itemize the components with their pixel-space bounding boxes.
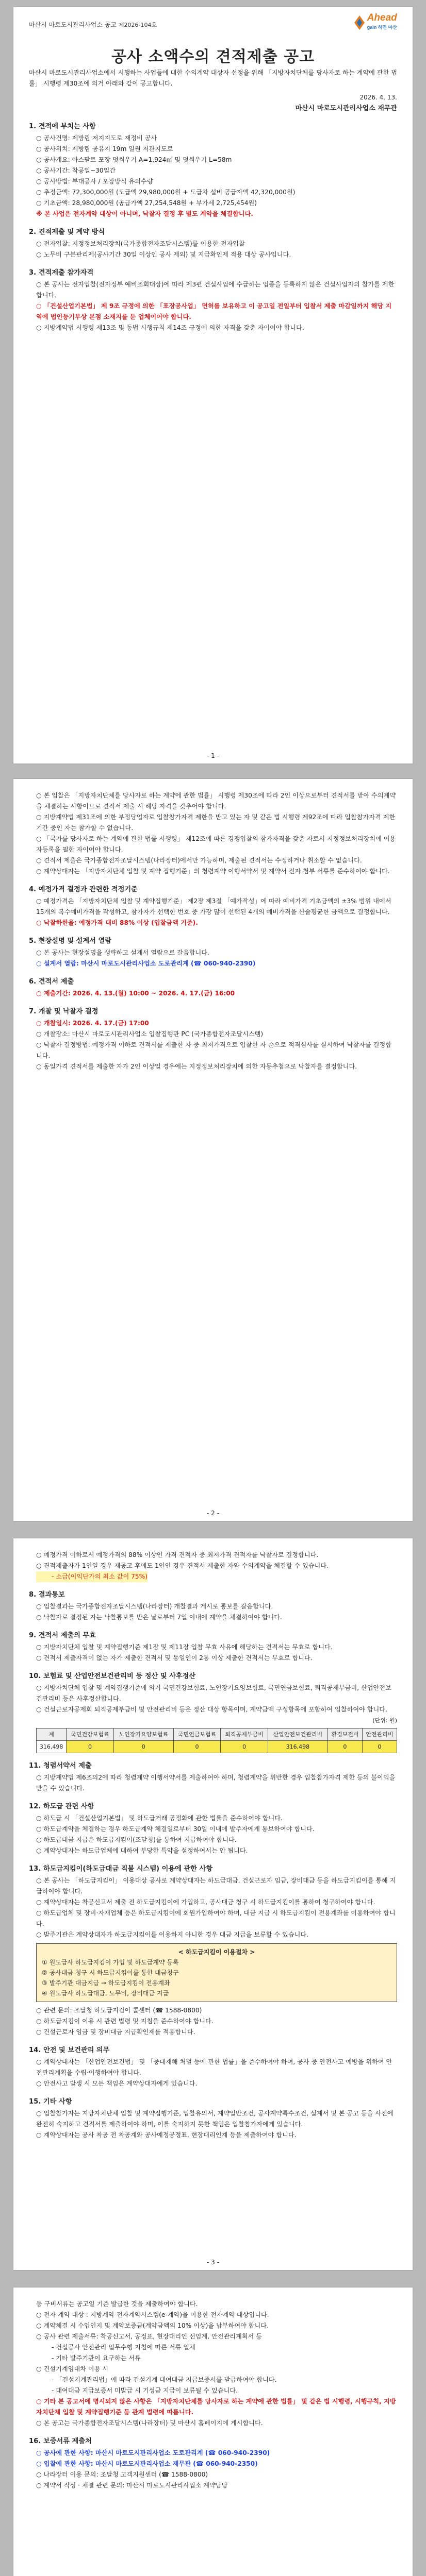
list-item: - 「건설기계관리법」에 따라 건설기계 대여대금 지급보증서를 발급하여야 합니다. xyxy=(52,2376,277,2383)
table-cell: 0 xyxy=(173,1741,221,1753)
document-page-2 xyxy=(13,779,413,1521)
section-title: 3. 견적제출 참가자격 xyxy=(29,269,94,277)
list-item: ○ 공사 관련 제출서류: 착공신고서, 공정표, 현장대리인 선임계, 안전관리계획서 등 xyxy=(36,2333,262,2340)
list-item: ○ 하도급계약을 체결하는 경우 하도급계약 체결일로부터 30일 이내에 발주자에게 통보하여야 합니다. xyxy=(36,1825,315,1833)
procedure-step: ④ 원도급사 하도급대금, 노무비, 장비대금 지급 xyxy=(42,1990,169,1997)
list-item: ○ 입찰참가자는 지방자치단체 입찰 및 계약집행기준, 입찰유의서, 계약일반조건, 공사계약특수조건, 설계서 및 본 공고 등을 사전에 완전히 숙지하고 견적서를 제출하여야 하며, 이를 숙지하지 못한 책임은 입찰참가자에게 있습니다. xyxy=(36,2110,394,2128)
procedure-step: ① 원도급사 하도급지킴이 가입 및 하도급계약 등록 xyxy=(42,1959,179,1966)
list-item: ○ 낙찰하한율: 예정가격 대비 88% 이상 (입찰금액 기준). xyxy=(36,919,198,926)
list-item: ○ 지방계약법 제31조에 의한 부정당업자로 입찰참가자격 제한을 받고 있는 자 및 같은 법 시행령 제92조에 따라 입찰참가자격 제한 기간 중인 자는 참가할 수 없습니다. xyxy=(36,814,396,832)
document-page-3 xyxy=(13,1538,413,2270)
logo-mark-icon xyxy=(354,15,365,30)
table-unit: (단위: 원) xyxy=(372,1717,397,1724)
list-item: ○ 「국가를 당사자로 하는 계약에 관한 법률 시행령」 제12조에 따른 경쟁입찰의 참가자격을 갖춘 자로서 지정정보처리장치에 이용자등록을 필한 자이어야 합니다. xyxy=(36,835,396,853)
table-cell: 0 xyxy=(327,1741,362,1753)
list-item: ○ 본 공사는 「하도급지킴이」 이용대상 공사로 계약상대자는 하도급대금, 건설근로자 임금, 장비대금 등을 하도급지킴이를 통해 지급하여야 합니다. xyxy=(36,1877,396,1895)
list-item: ○ 낙찰자 결정방법: 예정가격 이하로 견적서를 제출한 자 중 최저가격으로 입찰한 자 순으로 적격심사를 실시하여 낙찰자를 결정합니다. xyxy=(36,1041,391,1059)
list-item: ○ 공사에 관한 사항: 마산시 마로도시관리사업소 도로관리계 (☎ 060-940-2390) xyxy=(36,2449,270,2456)
section-title: 7. 개찰 및 낙찰자 결정 xyxy=(29,1008,99,1015)
table-header: 안전관리비 xyxy=(362,1728,397,1741)
procedure-box xyxy=(36,1943,397,2002)
notice-date: 2026. 4. 13. xyxy=(359,94,397,101)
procedure-step: ② 공사대금 청구 시 하도급지킴이를 통한 대금청구 xyxy=(42,1969,179,1976)
section-title: 11. 청렴서약서 제출 xyxy=(29,1762,92,1770)
list-item: ○ 개찰장소: 마산시 마로도시관리사업소 입찰집행관 PC (국가종합전자조달시스템) xyxy=(36,1030,264,1038)
list-item: ○ 하도급대금 지급은 하도급지킴이(조달청)를 통하여 지급하여야 합니다. xyxy=(36,1836,237,1843)
table-header-row xyxy=(37,1728,397,1741)
table-header: 산업안전보건관리비 xyxy=(268,1728,327,1741)
section-title: 6. 견적서 제출 xyxy=(29,978,74,986)
table-cell: 0 xyxy=(362,1741,397,1753)
list-item: ○ 제출기간: 2026. 4. 13.(월) 10:00 ~ 2026. 4. 17.(금) 16:00 xyxy=(36,990,235,997)
list-item: ○ 입찰결과는 국가종합전자조달시스템(나라장터) 개찰결과 게시로 통보를 갈음합니다. xyxy=(36,1603,273,1610)
list-item: ○ 입찰에 관한 사항: 마산시 마로도시관리사업소 재무관 (☎ 060-940-2350) xyxy=(36,2460,258,2467)
section-1-items xyxy=(29,133,397,219)
issuing-official: 마산시 마로도시관리사업소 재무관 xyxy=(295,105,397,112)
table-header: 노인장기요양보험료 xyxy=(113,1728,173,1741)
table-cell: 0 xyxy=(67,1741,114,1753)
list-item: ○ 낙찰자로 결정된 자는 낙찰통보를 받은 날로부터 7일 이내에 계약을 체결하여야 합니다. xyxy=(36,1614,282,1621)
list-item: ○ 계약상대자는 착공신고서 제출 전 하도급지킴이에 가입하고, 공사대금 청구 시 하도급지킴이를 통하여 청구하여야 합니다. xyxy=(36,1899,375,1906)
table-cell: 0 xyxy=(113,1741,173,1753)
list-item: ○ 공사건명: 제방림 저지지도로 재정비 공사 xyxy=(36,134,157,142)
list-item: ○ 공사기간: 착공일~30일간 xyxy=(36,167,116,174)
list-item: ○ 「건설산업기본법」 제 9조 규정에 의한 「포장공사업」 면허를 보유하고 이 공고일 전일부터 입찰서 제출 마감일까지 해당 지역에 법인등기부상 본점 소재지를 둔 업체이어야 합니다. xyxy=(36,302,392,320)
list-item: ○ 지방자치단체 입찰 및 계약집행기준에 의거 국민건강보험료, 노인장기요양보험료, 국민연금보험료, 퇴직공제부금비, 산업안전보건관리비 등은 사후정산합니다. xyxy=(36,1684,391,1702)
section-title: 1. 견적에 부치는 사항 xyxy=(29,123,96,130)
list-item: ○ 건설근로자 임금 및 장비대금 지급확인제를 적용합니다. xyxy=(36,2028,195,2036)
list-item: ○ 계약서 작성 · 체결 관련 문의: 마산시 마로도시관리사업소 계약담당 xyxy=(36,2482,228,2489)
section-title: 9. 견적서 제출의 무효 xyxy=(29,1632,96,1639)
list-item: ○ 지방계약법 시행령 제13조 및 동법 시행규칙 제14조 규정에 의한 자격을 갖춘 자이어야 합니다. xyxy=(36,324,304,331)
section-title: 10. 보험료 및 산업안전보건관리비 등 정산 및 사후정산 xyxy=(29,1672,196,1680)
list-item: ○ 지방자치단체 입찰 및 계약집행기준 제1장 및 제11장 입찰 무효 사유에 해당하는 견적서는 무효로 합니다. xyxy=(36,1643,333,1651)
procedure-step: ③ 발주기관 대금지급 → 하도급지킴이 전용계좌 xyxy=(42,1979,170,1987)
table-header: 환경보전비 xyxy=(327,1728,362,1741)
list-item: - 기타 발주기관이 요구하는 서류 xyxy=(52,2354,141,2362)
list-item: ○ 지방계약법 제6조의2에 따라 청렴계약 이행서약서를 제출하여야 하며, 청렴계약을 위반한 경우 입찰참가자격 제한 등의 불이익을 받을 수 있습니다. xyxy=(36,1774,396,1792)
list-item: ○ 계약상대자는 하도급업체에 대하여 부당한 특약을 설정하여서는 안 됩니다. xyxy=(36,1847,248,1854)
intro-paragraph: 마산시 마로도시관리사업소에서 시행하는 사업들에 대한 수의계약 대상자 선정을 위해 「지방자치단체를 당사자로 하는 계약에 관한 법률」 시행령 제30조에 의거 아래와 같이 공고합니다. xyxy=(29,69,397,87)
list-item: ○ 공사개요: 아스팔트 포장 덧씌우기 A=1,924㎡ 및 덧씌우기 L=58m xyxy=(36,156,232,163)
section-title: 15. 기타 사항 xyxy=(29,2098,72,2106)
section-title: 13. 하도급지킴이(하도급대금 직불 시스템) 이용에 관한 사항 xyxy=(29,1865,212,1873)
list-item: ○ 발주기관은 계약상대자가 하도급지킴이를 이용하지 아니한 경우 대금 지급을 보류할 수 있습니다. xyxy=(36,1931,309,1938)
table-cell: 316,498 xyxy=(37,1741,67,1753)
highlight-note: - 소급(이익단가의 최소 값이 75%) xyxy=(36,1571,148,1582)
list-item: ○ 계약상대자는 「지방자치단체 입찰 및 계약 집행기준」의 청렴계약 이행서약서 및 계약서 전자 첨부 서류를 준수하여야 합니다. xyxy=(36,868,390,875)
list-item: ○ 나라장터 이용 문의: 조달청 고객지원센터 (☎ 1588-0800) xyxy=(36,2471,208,2478)
section-title: 12. 하도급 관련 사항 xyxy=(29,1803,94,1810)
list-item: ○ 전자입찰: 지정정보처리장치(국가종합전자조달시스템)를 이용한 전자입찰 xyxy=(36,240,245,247)
list-item: - 대여대금 지급보증서 미발급 시 기성금 지급이 보류될 수 있습니다. xyxy=(52,2387,238,2394)
list-item: ○ 본 입찰은 「지방자치단체를 당사자로 하는 계약에 관한 법률」 시행령 제30조에 따라 2인 이상으로부터 견적서를 받아 수의계약을 체결하는 사항이므로 견적서 제출 시 해당 자격을 갖추어야 합니다. xyxy=(36,792,396,810)
list-item: ○ 본 공고는 국가종합전자조달시스템(나라장터) 및 마산시 홈페이지에 게시합니다. xyxy=(36,2419,263,2427)
notice-title xyxy=(29,20,157,30)
list-item: ○ 견적서 제출자격이 없는 자가 제출한 견적서 및 동일인이 2통 이상 제출한 견적서는 무효로 합니다. xyxy=(36,1654,313,1662)
list-item: ○ 본 공사는 전자입찰(전자정부 예비조회대상)에 따라 제3편 건설사업에 수급하는 업종을 등록하지 않은 건설사업자의 참가를 제한합니다. xyxy=(36,281,395,299)
section-title: 8. 결과통보 xyxy=(29,1591,65,1599)
table-header: 국민건강보험료 xyxy=(67,1728,114,1741)
list-item: ○ 전자 계약 대상 : 지방계약 전자계약시스템(e-계약)을 이용한 전자계약 대상입니다. xyxy=(36,2311,269,2318)
section-title: 5. 현장설명 및 설계서 열람 xyxy=(29,937,111,945)
list-item: ※ 본 사업은 전자계약 대상이 아니며, 낙찰자 결정 후 별도 계약을 체결합니다. xyxy=(36,210,253,217)
page-number: - 2 - xyxy=(207,1510,219,1517)
procedure-box-title: < 하도급지킴이 이용절차 > xyxy=(178,1948,255,1956)
notice-header xyxy=(29,13,397,44)
signature-block xyxy=(29,92,397,114)
page-number: - 3 - xyxy=(207,2259,219,2266)
notice-number: 제2026-104호 xyxy=(118,22,157,28)
table-header: 국민연금보험료 xyxy=(173,1728,221,1741)
list-item: ○ 기타 본 공고서에 명시되지 않은 사항은 「지방자치단체를 당사자로 하는 계약에 관한 법률」 및 같은 법 시행령, 시행규칙, 지방자치단체 입찰 및 계약집행기준 등 관계 법령에 따릅니다. xyxy=(36,2398,396,2416)
list-item: ○ 설계서 열람: 마산시 마로도시관리사업소 도로관리계 (☎ 060-940-2390) xyxy=(36,960,256,967)
list-item: ○ 공사위치: 제방림 공유지 19m 일원 저관지도로 xyxy=(36,145,173,152)
list-item: ○ 계약상대자는 공사 착공 전 착공계와 공사예정공정표, 현장대리인계 등을 제출하여야 합니다. xyxy=(36,2131,297,2139)
list-item: ○ 건설기계임대차 이용 시 xyxy=(36,2365,108,2372)
list-item: 등 구비서류는 공고일 기준 발급한 것을 제출하여야 합니다. xyxy=(36,2300,198,2308)
list-item: ○ 하도급 시 「건설산업기본법」 및 하도급거래 공정화에 관한 법률을 준수하여야 합니다. xyxy=(36,1815,283,1822)
table-cell: 0 xyxy=(221,1741,268,1753)
list-item: ○ 예정가격은 「지방자치단체 입찰 및 계약집행기준」 제2장 제3절 「예가작성」에 따라 예비가격 기초금액의 ±3% 범위 내에서 15개의 복수예비가격을 작성하고, 참가자가 선택한 번호 중 가장 많이 선택된 4개의 예비가격을 산술평균한 금액으로 결정합니다. xyxy=(36,897,391,916)
table-header: 퇴직공제부금비 xyxy=(221,1728,268,1741)
table-header: 계 xyxy=(37,1728,67,1741)
list-item: ○ 기초금액: 28,980,000원 (공급가액 27,254,548원 + 부가세 2,725,454원) xyxy=(36,199,257,207)
list-item: ○ 하도급지킴이 이용 시 관련 법령 및 지침을 준수하여야 합니다. xyxy=(36,2018,214,2025)
list-item: ○ 동일가격 견적서를 제출한 자가 2인 이상일 경우에는 지정정보처리장치에 의한 자동추첨으로 낙찰자를 결정합니다. xyxy=(36,1063,357,1070)
table-cell: 316,498 xyxy=(268,1741,327,1753)
list-item: ○ 계약체결 시 수입인지 및 계약보증금(계약금액의 10% 이상)을 납부하여야 합니다. xyxy=(36,2322,269,2329)
list-item: ○ 공사방법: 부대공사 / 포장방식 유의수량 xyxy=(36,178,153,185)
agency-notice-label: 마산시 마로도시관리사업소 공고 xyxy=(29,21,117,28)
list-item: ○ 예정가격 이하로서 예정가격의 88% 이상인 가격 견적자 중 최저가격 견적자를 낙찰자로 결정합니다. xyxy=(36,1551,319,1558)
list-item: ○ 추정금액: 72,300,000원 (도급액 29,980,000원 + 도급차 설비 공급자액 42,320,000원) xyxy=(36,189,296,196)
list-item: ○ 하도급업체 및 장비·자재업체 등은 하도급지킴이에 회원가입하여야 하며, 대금 지급 시 하도급지킴이 전용계좌를 이용하여야 합니다. xyxy=(36,1909,396,1927)
list-item: ○ 개찰일시: 2026. 4. 17.(금) 17:00 xyxy=(36,1020,149,1027)
table-row xyxy=(37,1741,397,1753)
document-title: 공사 소액수의 견적제출 공고 xyxy=(111,48,315,66)
page-number: - 1 - xyxy=(207,752,219,759)
logo-text: Ahead gain 하면 마산 xyxy=(367,12,397,30)
city-logo xyxy=(354,13,397,32)
list-item: ○ 안전사고 발생 시 모든 책임은 계약상대자에게 있습니다. xyxy=(36,2080,198,2087)
list-item: ○ 계약상대자는 「산업안전보건법」 및 「중대재해 처벌 등에 관한 법률」을 준수하여야 하며, 공사 중 안전사고 예방을 위하여 안전관리계획을 수립·이행하여야 합니다. xyxy=(36,2058,392,2076)
list-item: ○ 관련 문의: 조달청 하도급지킴이 콜센터 (☎ 1588-0800) xyxy=(36,2007,202,2014)
list-item: ○ 견적서 제출은 국가종합전자조달시스템(나라장터)에서만 가능하며, 제출된 견적서는 수정하거나 취소할 수 없습니다. xyxy=(36,857,362,864)
section-title: 2. 견적제출 및 계약 방식 xyxy=(29,228,105,236)
document-page-4 xyxy=(13,2287,413,2576)
list-item: ○ 본 공사는 현장설명을 생략하고 설계서 열람으로 갈음합니다. xyxy=(36,949,209,956)
list-item: - 건설공사 안전관리 업무수행 지침에 따른 서류 일체 xyxy=(52,2344,195,2351)
list-item: ○ 노무비 구분관리제(공사기간 30일 이상인 공사 제외) 및 지급확인제 적용 대상 공사입니다. xyxy=(36,251,291,258)
section-title: 4. 예정가격 결정과 관련한 적정기준 xyxy=(29,886,138,893)
document-page-1 xyxy=(13,7,413,764)
section-title: 16. 보증서류 제출처 xyxy=(29,2437,92,2445)
insurance-cost-table xyxy=(36,1728,397,1753)
list-item: ○ 건설근로자공제회 퇴직공제부금비 및 안전관리비 등은 정산 대상 항목이며, 계약금액 구성항목에 포함하여 입찰하여야 합니다. xyxy=(36,1706,387,1713)
section-title: 14. 안전 및 보건관리 의무 xyxy=(29,2046,110,2054)
list-item: ○ 견적제출자가 1인일 경우 재공고 후에도 1인인 경우 견적서 제출한 자와 수의계약을 체결할 수 있습니다. xyxy=(36,1562,329,1569)
